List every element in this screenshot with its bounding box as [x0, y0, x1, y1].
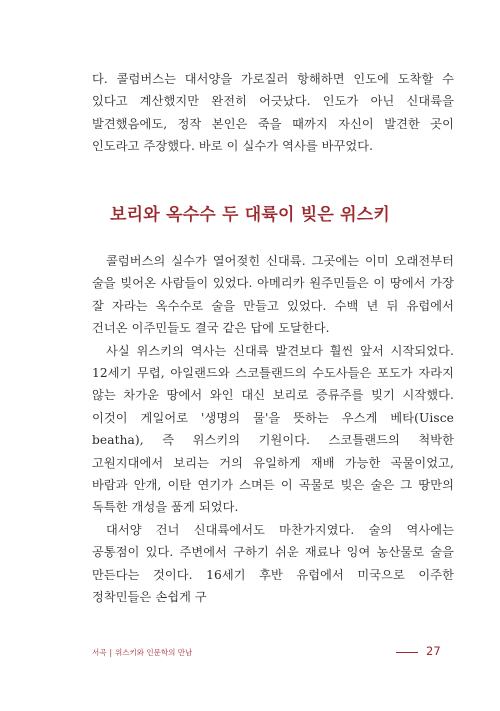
footer-separator: | [109, 648, 113, 657]
paragraph: 콜럼버스의 실수가 열어젖힌 신대륙. 그곳에는 이미 오래전부터 술을 빚어온 사람들이 있었다. 아메리카 원주민들은 이 땅에서 가장 잘 자라는 옥수수로 술을 만들고 있었다. 수백 년 뒤 유럽에서 건너온 이주민들도 결국 같은 답에 도달한다. [92, 254, 454, 336]
running-footer [92, 647, 192, 658]
page-number: 27 [426, 644, 441, 658]
paragraph-continuation: 다. 콜럼버스는 대서양을 가로질러 항해하면 인도에 도착할 수 있다고 계산했지만 완전히 어긋났다. 인도가 아닌 신대륙을 발견했음에도, 정작 본인은 죽을 때까지 자신이 발견한 곳이 인도라고 주장했다. 바로 이 실수가 역사를 바꾸었다. [92, 72, 454, 154]
section-heading: 보리와 옥수수 두 대륙이 빚은 위스키 [110, 205, 390, 225]
paragraph: 대서양 건너 신대륙에서도 마찬가지였다. 술의 역사에는 공통점이 있다. 주변에서 구하기 쉬운 재료나 잉여 농산물로 술을 만든다는 것이다. 16세기 후반 유럽에서 미국으로 이주한 정착민들은 손쉽게 구 [92, 522, 454, 605]
footer-rule [396, 652, 418, 653]
footer-section-label: 서곡 [92, 648, 107, 657]
body-text-top [92, 68, 454, 158]
body-text-section [92, 250, 454, 609]
footer-book-title: 위스키와 인문학의 만남 [115, 648, 193, 657]
paragraph: 사실 위스키의 역사는 신대륙 발견보다 훨씬 앞서 시작되었다. 12세기 무렵, 아일랜드와 스코틀랜드의 수도사들은 포도가 자라지 않는 차가운 땅에서 와인 대신 보리로 증류주를 빚기 시작했다. 이것이 게일어로 '생명의 물'을 뜻하는 우스게 베타(Uisce beatha), 즉 위스키의 기원이다. 스코틀랜드의 척박한 고원지대에서 보리는 거의 유일하게 재배 가능한 곡물이었고, 바람과 안개, 이탄 연기가 스며든 이 곡물로 빚은 술은 그 땅만의 독특한 개성을 품게 되었다. [92, 343, 454, 515]
page-footer [92, 644, 442, 660]
